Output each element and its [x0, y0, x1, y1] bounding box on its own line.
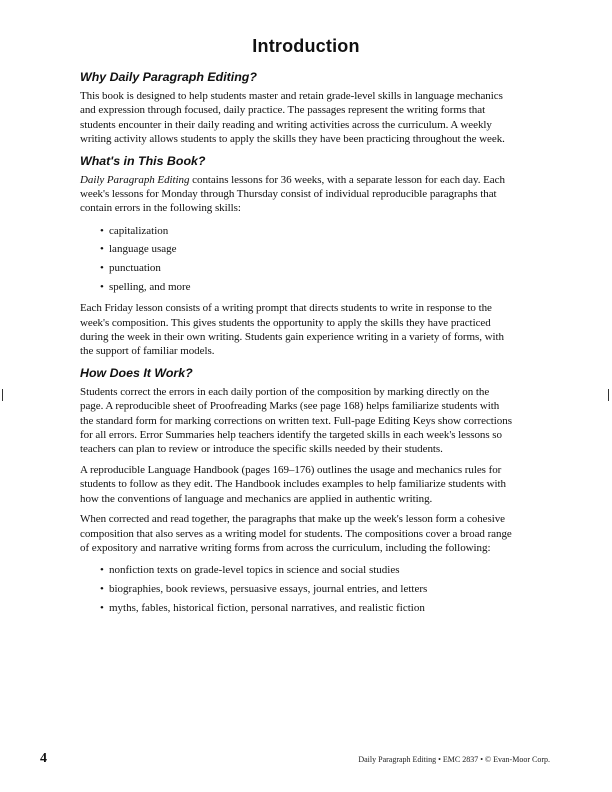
bullet: • [100, 583, 104, 596]
paragraph: This book is designed to help students master and retain grade-level skills in language mechanics and expression through focused, daily practice. The passages represent the writing forms that students encounter in their daily reading and writing activities across the curriculum. A weekly writing activity allows students to apply the skills they have been practicing throughout the week. [80, 90, 505, 146]
section-heading: What's in This Book? [80, 153, 206, 168]
list-item-text: language usage [109, 243, 177, 256]
paragraph: Students correct the errors in each daily portion of the composition by marking directly on the page. A reproducible sheet of Proofreading Marks (see page 168) helps familiarize students with the standard form for marking corrections on written text. Full-page Editing Keys show corrections for all errors. Error Summaries help teachers identify the targeted skills in each week's lessons so teachers can plan to review or introduce the specific skills needed by their students. [80, 385, 512, 456]
list-item-text: punctuation [109, 262, 161, 275]
list-item-text: spelling, and more [109, 280, 191, 293]
paragraph: Each Friday lesson consists of a writing prompt that directs students to write in response to the week's composition. This gives students the opportunity to apply the skills they have practiced during the week in their own writing. Students gain experience writing in a variety of forms, with the support of familiar models. [80, 302, 504, 358]
list-item-text: capitalization [109, 224, 169, 237]
page-title: Introduction [252, 36, 360, 56]
right-margin-mark [608, 389, 609, 401]
list-item [100, 222, 514, 241]
section-whats-in-book [80, 154, 514, 359]
list-item [100, 561, 514, 580]
list-item [100, 580, 514, 599]
list-item-text: nonfiction texts on grade-level topics in science and social studies [109, 564, 400, 577]
skills-list [80, 222, 514, 296]
list-item [100, 259, 514, 278]
footer-credit: Daily Paragraph Editing • EMC 2837 • © Evan-Moor Corp. [358, 755, 550, 764]
paragraph: When corrected and read together, the paragraphs that make up the week's lesson form a cohesive composition that also serves as a writing model for students. The compositions cover a broad range of expository and narrative writing forms from across the curriculum, including the following: [80, 513, 512, 554]
list-item [100, 278, 514, 297]
section-heading: How Does It Work? [80, 365, 193, 380]
section-heading: Why Daily Paragraph Editing? [80, 70, 257, 84]
page-content [80, 70, 514, 625]
section-how-it-works [80, 366, 514, 618]
bullet: • [100, 280, 104, 293]
bullet: • [100, 243, 104, 256]
paragraph-text: contains lessons for 36 weeks, with a separate lesson for each day. Each week's lessons for Monday through Thursday consist of individual reproducible paragraphs that contain errors in the following skills: [80, 173, 505, 215]
list-item-text: myths, fables, historical fiction, personal narratives, and realistic fiction [109, 602, 425, 615]
list-item [100, 240, 514, 259]
list-item [100, 599, 514, 618]
left-margin-mark [2, 389, 3, 401]
section-why [80, 70, 514, 147]
paragraph: A reproducible Language Handbook (pages 169–176) outlines the usage and mechanics rules for students to follow as they edit. The Handbook includes examples to help familiarize students with how the conventions of language and mechanics are applied in authentic writing. [80, 463, 506, 505]
bullet: • [100, 224, 104, 237]
page-number: 4 [40, 751, 47, 766]
book-title: Daily Paragraph Editing [80, 173, 190, 186]
forms-list [80, 561, 514, 618]
bullet: • [100, 602, 104, 615]
bullet: • [100, 564, 104, 577]
bullet: • [100, 262, 104, 275]
paragraph [80, 173, 514, 216]
list-item-text: biographies, book reviews, persuasive essays, journal entries, and letters [109, 583, 428, 596]
